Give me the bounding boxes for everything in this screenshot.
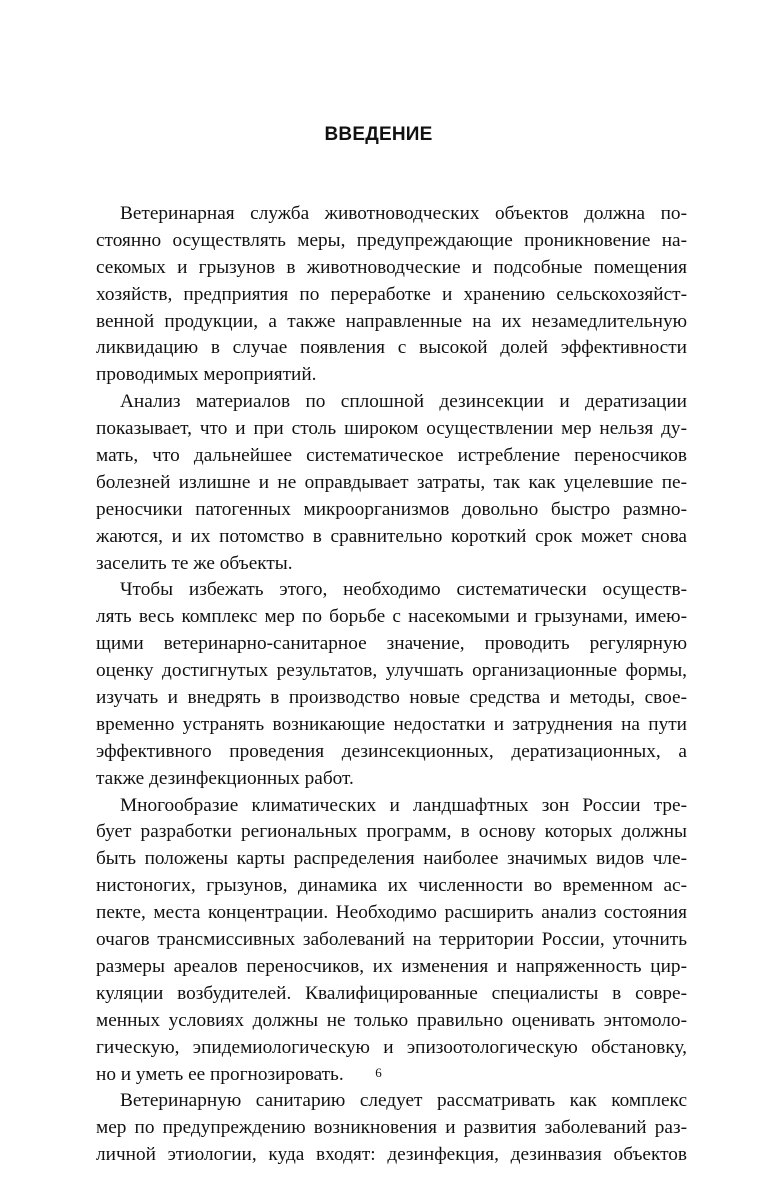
paragraph-1: [96, 201, 687, 389]
text-line: куляции возбудителей. Квалифицированные специалисты в совре-: [96, 982, 687, 1004]
text-line: временно устранять возникающие недостатки и затруднения на пути: [96, 713, 687, 735]
page-number: 6: [375, 1065, 382, 1080]
body-text: [96, 201, 687, 1169]
text-line: нистоногих, грызунов, динамика их численности во временном ас-: [96, 875, 687, 897]
text-line: быть положены карты распределения наиболее значимых видов чле-: [96, 848, 687, 870]
text-line: мать, что дальнейшее систематическое истребление переносчиков: [96, 445, 687, 467]
text-line: личной этиологии, куда входят: дезинфекция, дезинвазия объектов: [96, 1144, 687, 1166]
paragraph-5: [96, 1088, 687, 1169]
text-line: стоянно осуществлять меры, предупреждающие проникновение на-: [96, 229, 687, 251]
text-line: болезней излишне и не оправдывает затраты, так как уцелевшие пе-: [96, 471, 687, 493]
text-line: бует разработки региональных программ, в основу которых должны: [96, 821, 687, 843]
text-line: размеры ареалов переносчиков, их изменения и напряженность цир-: [96, 955, 687, 977]
page-title: ВВЕДЕНИЕ: [324, 124, 433, 145]
text-line: ликвидацию в случае появления с высокой долей эффективности: [96, 337, 687, 359]
text-line: но и уметь ее прогнозировать.: [96, 1063, 344, 1085]
text-line: эффективного проведения дезинсекционных, дератизационных, а: [96, 740, 687, 762]
text-line: щими ветеринарно-санитарное значение, проводить регулярную: [96, 633, 687, 655]
text-line: Чтобы избежать этого, необходимо систематически осуществ-: [120, 579, 687, 601]
text-line: Многообразие климатических и ландшафтных зон России тре-: [120, 794, 687, 816]
text-line: также дезинфекционных работ.: [96, 767, 354, 789]
text-line: пекте, места концентрации. Необходимо расширить анализ состояния: [96, 902, 687, 924]
paragraph-4: [96, 793, 687, 1089]
text-line: изучать и внедрять в производство новые средства и методы, свое-: [96, 687, 687, 709]
text-line: секомых и грызунов в животноводческие и подсобные помещения: [96, 256, 687, 278]
text-line: показывает, что и при столь широком осуществлении мер нельзя ду-: [96, 418, 687, 440]
text-line: Ветеринарную санитарию следует рассматривать как комплекс: [120, 1090, 687, 1112]
text-line: гическую, эпидемиологическую и эпизоотологическую обстановку,: [96, 1036, 687, 1058]
text-line: жаются, и их потомство в сравнительно короткий срок может снова: [96, 525, 687, 547]
text-line: лять весь комплекс мер по борьбе с насекомыми и грызунами, имею-: [96, 606, 687, 628]
text-line: очагов трансмиссивных заболеваний на территории России, уточнить: [96, 929, 687, 951]
paragraph-3: [96, 577, 687, 792]
text-line: Анализ материалов по сплошной дезинсекции и дератизации: [120, 391, 687, 413]
text-line: менных условиях должны не только правильно оценивать энтомоло-: [96, 1009, 687, 1031]
paragraph-2: [96, 389, 687, 577]
text-line: венной продукции, а также направленные на их незамедлительную: [96, 310, 687, 332]
text-line: Ветеринарная служба животноводческих объектов должна по-: [120, 203, 687, 224]
text-line: оценку достигнутых результатов, улучшать организационные формы,: [96, 660, 687, 682]
text-line: проводимых мероприятий.: [96, 364, 317, 386]
text-line: мер по предупреждению возникновения и развития заболеваний раз-: [96, 1117, 687, 1139]
text-line: реносчики патогенных микроорганизмов довольно быстро размно-: [96, 498, 687, 520]
text-line: хозяйств, предприятия по переработке и хранению сельскохозяйст-: [96, 283, 687, 305]
text-line: заселить те же объекты.: [96, 552, 293, 574]
